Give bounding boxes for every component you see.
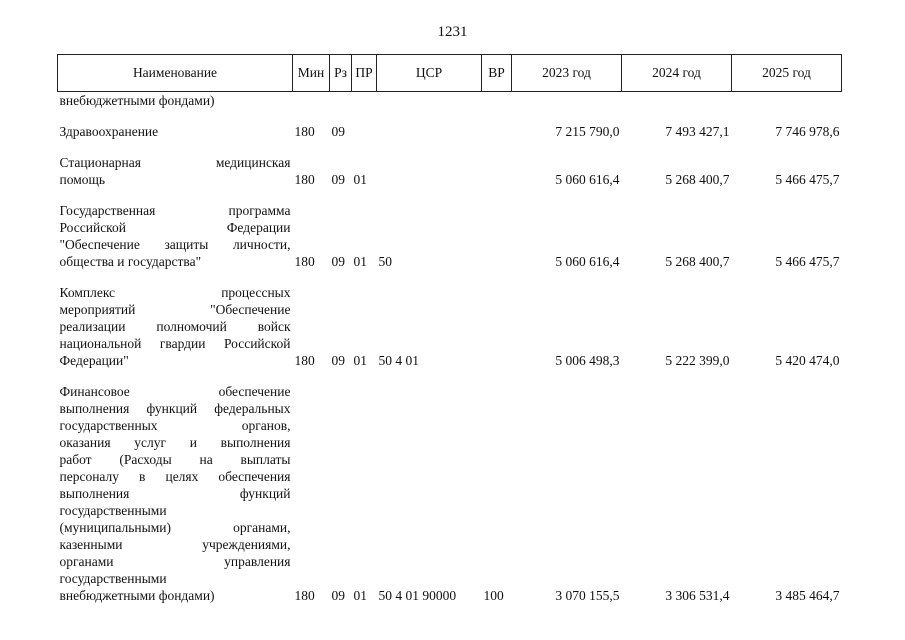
cell-y2025: 5 466 475,7 [775,254,840,269]
row-name-line: Российской Федерации [59,220,291,235]
row-name-line: Государственная программа [59,203,291,218]
cell-y2025: 5 466 475,7 [775,172,840,187]
cell-pr: 01 [353,172,367,187]
cell-y2023: 5 006 498,3 [555,353,620,368]
row-name-line: Финансовое обеспечение [59,384,291,399]
cell-pr: 01 [353,254,367,269]
cell-csr [377,123,482,140]
cell-rz: 09 [331,588,345,603]
cell-vr [482,284,512,369]
row-name-line: органами управления [59,554,291,569]
row-spacer [58,369,842,383]
cell-pr: 01 [353,588,367,603]
cell-csr: 50 4 01 90000 [378,588,457,603]
carryover-row [58,92,842,110]
table-row [58,383,842,604]
carryover-text: внебюджетными фондами) [59,93,215,108]
row-name [58,154,293,188]
cell-vr [482,202,512,270]
cell-vr [482,123,512,140]
row-name-line: государственными [59,571,167,586]
row-name [58,284,293,369]
row-name-line: Здравоохранение [59,124,159,139]
cell-min: 180 [294,124,315,139]
header-2025: 2025 год [732,55,842,92]
row-name-line: Стационарная медицинская [59,155,291,170]
header-name: Наименование [58,55,293,92]
page-number: 1231 [437,24,468,40]
header-rz: Рз [330,55,352,92]
cell-csr [377,154,482,188]
cell-y2024: 7 493 427,1 [665,124,730,139]
cell-rz: 09 [331,124,345,139]
row-spacer [58,140,842,154]
header-pr: ПР [352,55,377,92]
row-name [58,383,293,604]
row-name-line: "Обеспечение защиты личности, [59,237,291,252]
row-name-line: (муниципальными) органами, [59,520,291,535]
table-row [58,202,842,270]
row-name-line: государственных органов, [59,418,291,433]
row-name-line: оказания услуг и выполнения [59,435,291,450]
cell-y2025: 3 485 464,7 [775,588,840,603]
header-2023: 2023 год [512,55,622,92]
cell-y2024: 5 268 400,7 [665,254,730,269]
row-name-line: персоналу в целях обеспечения [59,469,291,484]
cell-min: 180 [294,172,315,187]
table-row [58,123,842,140]
cell-y2025: 5 420 474,0 [775,353,840,368]
header-vr: ВР [482,55,512,92]
row-name-line: Федерации" [59,353,129,368]
row-name [58,202,293,270]
cell-vr: 100 [483,588,504,603]
header-2024: 2024 год [622,55,732,92]
cell-pr: 01 [353,353,367,368]
cell-y2025: 7 746 978,6 [775,124,840,139]
budget-table [57,54,842,604]
table-row [58,154,842,188]
cell-rz: 09 [331,172,345,187]
cell-min: 180 [294,588,315,603]
row-name-line: казенными учреждениями, [59,537,291,552]
cell-y2023: 5 060 616,4 [555,254,620,269]
cell-pr [352,123,377,140]
row-name-line: национальной гвардии Российской [59,336,291,351]
row-name-line: реализации полномочий войск [59,319,291,334]
cell-vr [482,154,512,188]
row-name-line: выполнения функций [59,486,291,501]
cell-y2024: 5 222 399,0 [665,353,730,368]
cell-rz: 09 [331,353,345,368]
cell-y2024: 5 268 400,7 [665,172,730,187]
header-csr: ЦСР [377,55,482,92]
row-name-line: внебюджетными фондами) [59,588,215,603]
row-spacer [58,270,842,284]
cell-y2024: 3 306 531,4 [665,588,730,603]
cell-min: 180 [294,353,315,368]
header-row [58,55,842,92]
cell-csr: 50 [378,254,392,269]
cell-y2023: 5 060 616,4 [555,172,620,187]
table-row [58,284,842,369]
row-name [58,123,293,140]
cell-csr: 50 4 01 [378,353,419,368]
row-name-line: выполнения функций федеральных [59,401,291,416]
row-name-line: мероприятий "Обеспечение [59,302,291,317]
cell-y2023: 7 215 790,0 [555,124,620,139]
cell-rz: 09 [331,254,345,269]
row-name-line: работ (Расходы на выплаты [59,452,291,467]
row-name-line: Комплекс процессных [59,285,291,300]
header-min: Мин [293,55,330,92]
row-spacer [58,188,842,202]
row-name-line: общества и государства" [59,254,202,269]
row-name-line: государственными [59,503,167,518]
row-name-line: помощь [59,172,106,187]
cell-min: 180 [294,254,315,269]
cell-y2023: 3 070 155,5 [555,588,620,603]
row-spacer [58,109,842,123]
